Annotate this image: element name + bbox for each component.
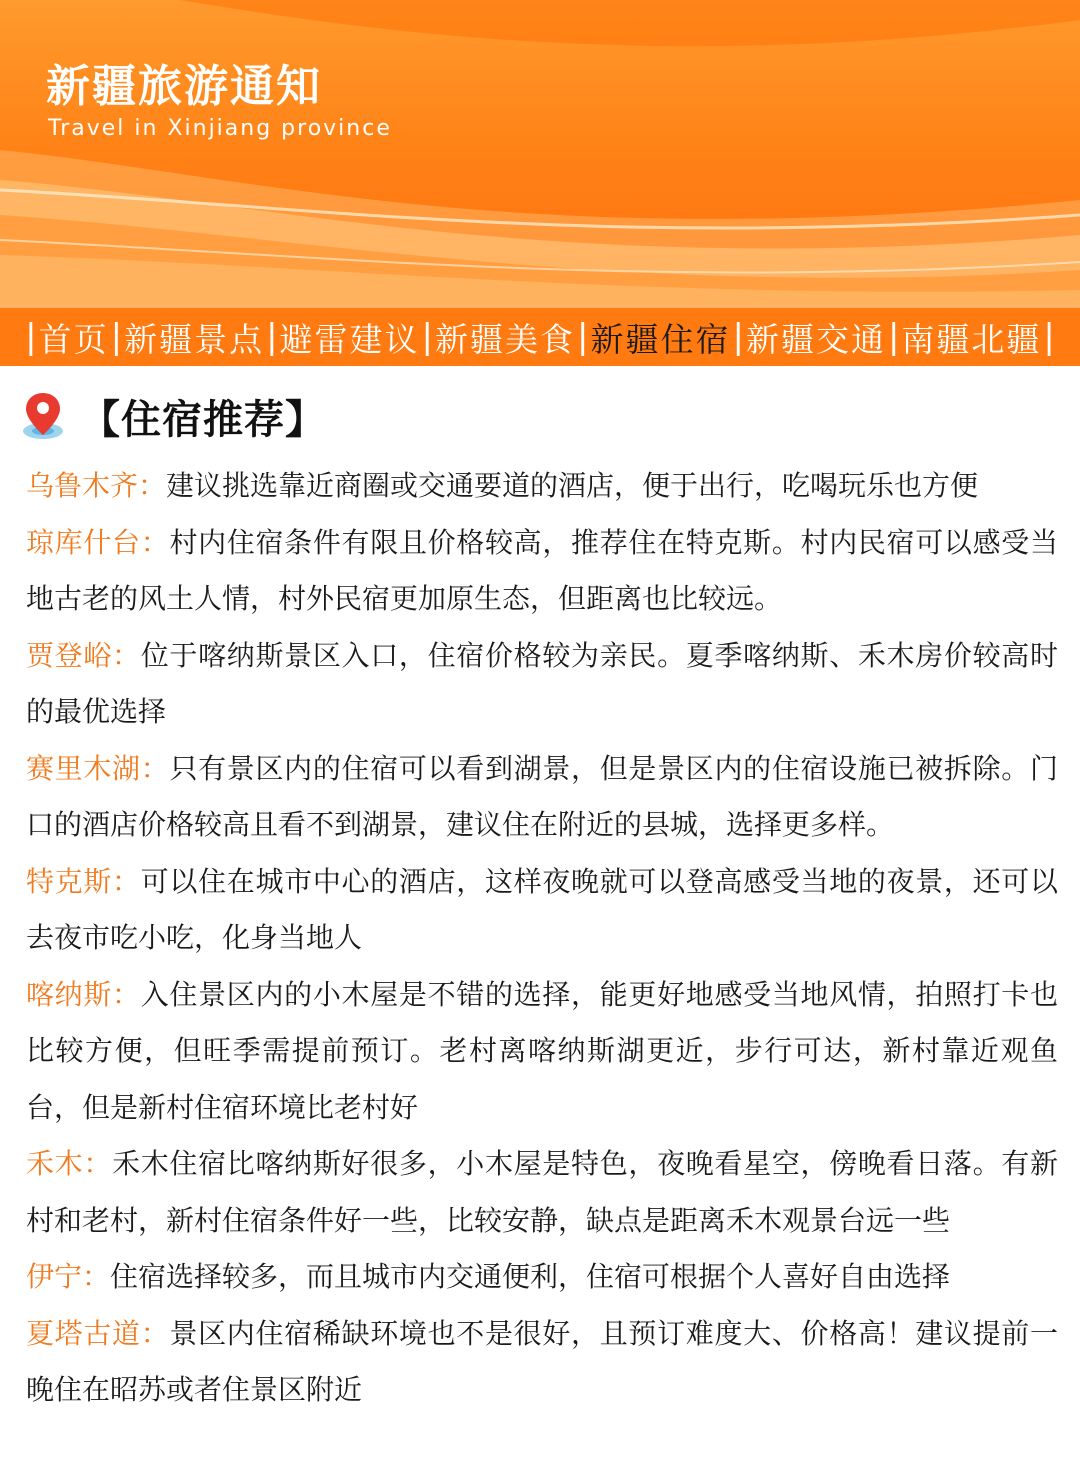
place-description: 住宿选择较多，而且城市内交通便利，住宿可根据个人喜好自由选择 <box>110 1260 951 1293</box>
list-item <box>26 1136 1058 1249</box>
list-item <box>26 967 1058 1137</box>
place-name: 禾木： <box>26 1147 113 1180</box>
nav-separator: | <box>110 317 123 357</box>
nav-separator: | <box>577 317 589 357</box>
place-name: 琼库什台： <box>26 525 170 559</box>
list-item <box>26 1249 1058 1306</box>
place-name: 喀纳斯： <box>26 977 141 1011</box>
wave-decoration <box>0 0 1080 305</box>
place-description: 入住景区内的小木屋是不错的选择，能更好地感受当地风情，拍照打卡也比较方便，但旺季需提前预订。老村离喀纳斯湖更近，步行可达，新村靠近观鱼台，但是新村住宿环境比老村好 <box>26 977 1058 1124</box>
place-description: 村内住宿条件有限且价格较高，推荐住在特克斯。村内民宿可以感受当地古老的风土人情，村外民宿更加原生态，但距离也比较远。 <box>26 525 1058 615</box>
place-description: 只有景区内的住宿可以看到湖景，但是景区内的住宿设施已被拆除。门口的酒店价格较高且看不到湖景，建议住在附近的县城，选择更多样。 <box>26 751 1058 841</box>
nav-item-tips[interactable]: 避雷建议 <box>279 319 420 359</box>
place-description: 可以住在城市中心的酒店，这样夜晚就可以登高感受当地的夜景，还可以去夜市吃小吃，化身当地人 <box>26 864 1058 954</box>
nav-separator: | <box>732 317 744 357</box>
section-title: 【住宿推荐】 <box>80 396 326 443</box>
place-name: 赛里木湖： <box>26 751 170 785</box>
place-description: 景区内住宿稀缺环境也不是很好，且预订难度大、价格高！建议提前一晚住在昭苏或者住景区附近 <box>26 1316 1058 1406</box>
nav-item-food[interactable]: 新疆美食 <box>435 319 575 359</box>
nav-separator: | <box>25 317 37 357</box>
nav-bar <box>0 305 1080 366</box>
list-item <box>26 741 1058 854</box>
list-item <box>26 458 1058 515</box>
lodging-list <box>0 458 1080 1419</box>
header-banner <box>0 0 1080 305</box>
section-header <box>20 388 1080 444</box>
nav-item-south-north[interactable]: 南疆北疆 <box>901 319 1042 359</box>
place-name: 乌鲁木齐： <box>26 469 167 502</box>
place-name: 夏塔古道： <box>26 1316 170 1350</box>
nav-separator: | <box>1043 317 1055 357</box>
place-name: 伊宁： <box>26 1260 111 1293</box>
nav-item-transport[interactable]: 新疆交通 <box>745 319 886 359</box>
page-subtitle: Travel in Xinjiang province <box>48 116 392 141</box>
nav-separator: | <box>266 317 278 357</box>
place-description: 禾木住宿比喀纳斯好很多，小木屋是特色，夜晚看星空，傍晚看日落。有新村和老村，新村住宿条件好一些，比较安静，缺点是距离禾木观景台远一些 <box>26 1147 1058 1237</box>
nav-separator: | <box>887 317 900 357</box>
place-name: 特克斯： <box>26 864 141 898</box>
nav-item-attractions[interactable]: 新疆景点 <box>124 319 265 359</box>
place-name: 贾登峪： <box>26 638 141 672</box>
nav-item-lodging[interactable]: 新疆住宿 <box>590 319 731 359</box>
list-item <box>26 1306 1058 1419</box>
nav-item-home[interactable]: 首页 <box>38 319 109 359</box>
nav-separator: | <box>421 317 433 357</box>
list-item <box>26 854 1058 967</box>
place-description: 建议挑选靠近商圈或交通要道的酒店，便于出行，吃喝玩乐也方便 <box>166 469 979 502</box>
list-item <box>26 515 1058 628</box>
place-description: 位于喀纳斯景区入口，住宿价格较为亲民。夏季喀纳斯、禾木房价较高时的最优选择 <box>26 638 1058 728</box>
location-pin-icon <box>20 391 66 441</box>
page-title: 新疆旅游通知 <box>46 61 322 112</box>
list-item <box>26 628 1058 741</box>
